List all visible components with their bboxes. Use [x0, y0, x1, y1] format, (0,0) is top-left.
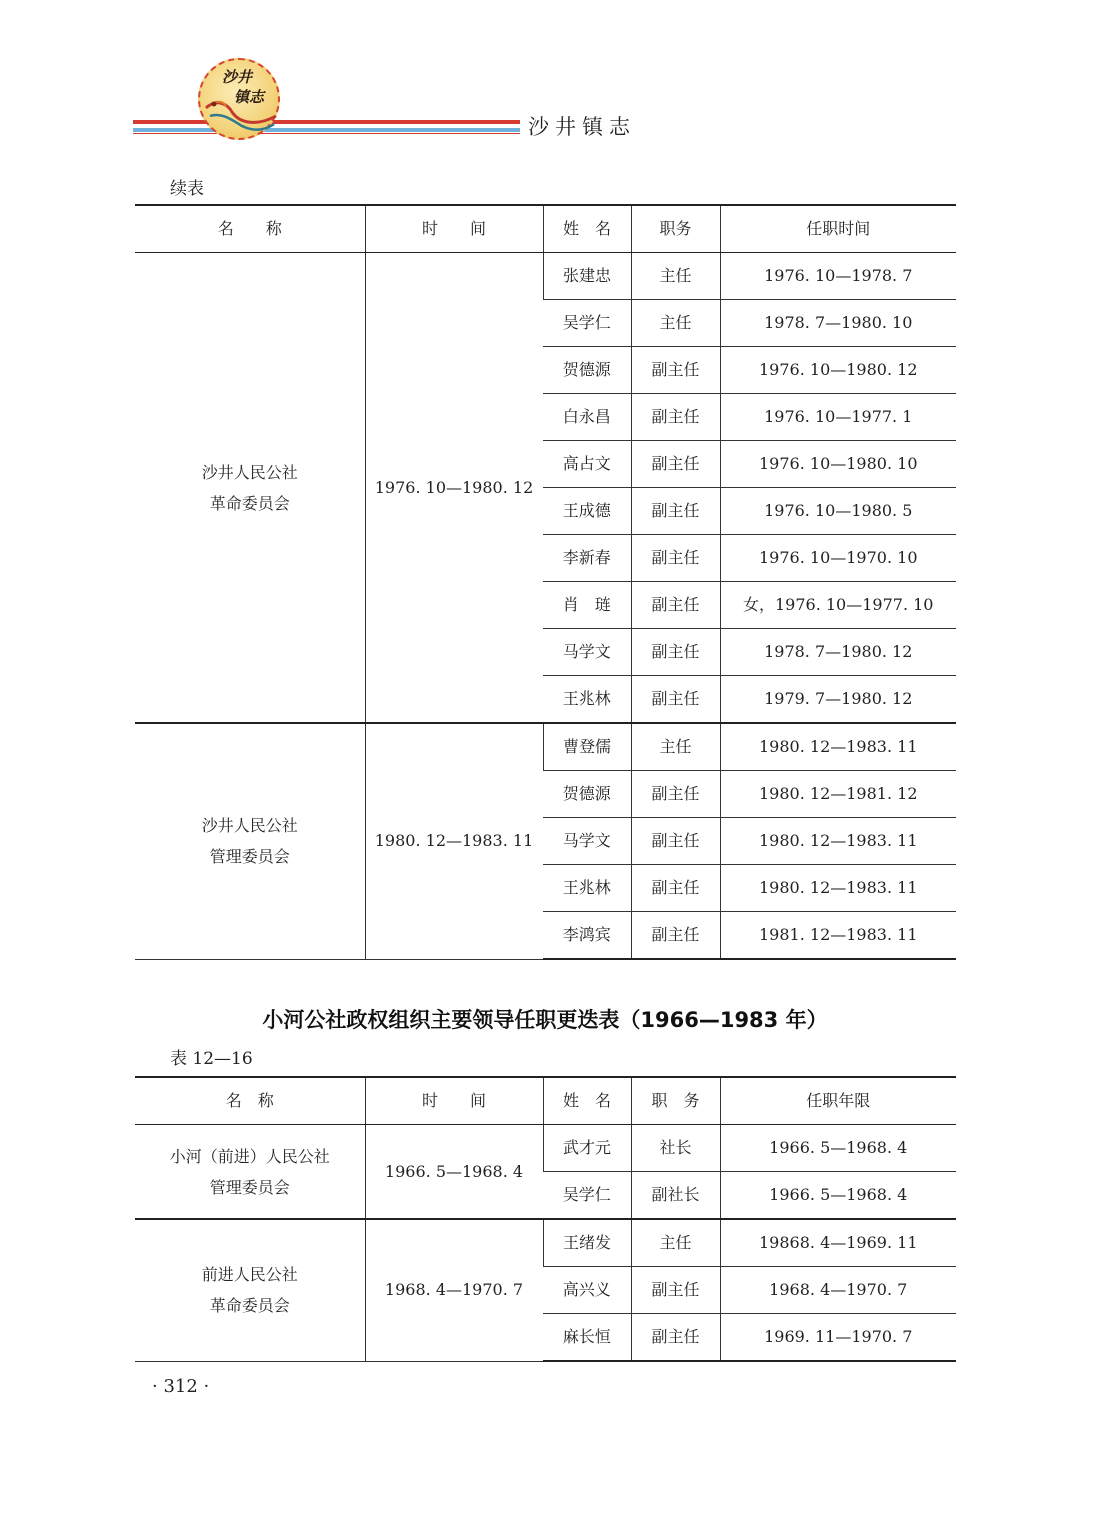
- person-role: 主任: [631, 253, 720, 300]
- person-role: 副主任: [631, 582, 720, 629]
- page-number: · 312 ·: [152, 1376, 210, 1397]
- column-header-person: 姓 名: [543, 1077, 631, 1125]
- person-name: 李新春: [543, 535, 631, 582]
- group-name-line1: 前进人民公社: [201, 1265, 298, 1285]
- person-name: 马学文: [543, 629, 631, 676]
- group-name-line2: 革命委员会: [209, 493, 290, 513]
- group-period-cell: 1976. 10—1980. 12: [365, 253, 543, 724]
- header-red-thin-rule: [133, 133, 520, 134]
- person-term: 1976. 10—1980. 12: [720, 347, 956, 394]
- table2-caption: 表 12—16: [170, 1049, 253, 1069]
- group-period-cell: 1968. 4—1970. 7: [365, 1219, 543, 1361]
- person-role: 副主任: [631, 1314, 720, 1362]
- table2-title: 小河公社政权组织主要领导任职更迭表（1966—1983 年）: [262, 1008, 828, 1032]
- person-role: 副主任: [631, 629, 720, 676]
- group-name-line1: 小河（前进）人民公社: [169, 1146, 330, 1166]
- person-role: 副主任: [631, 865, 720, 912]
- book-logo: [198, 58, 280, 140]
- person-term: 1981. 12—1983. 11: [720, 912, 956, 960]
- group-name-cell: [135, 723, 365, 959]
- person-role: 副主任: [631, 535, 720, 582]
- person-role: 副主任: [631, 347, 720, 394]
- person-role: 主任: [631, 300, 720, 347]
- person-term: 1968. 4—1970. 7: [720, 1267, 956, 1314]
- group-name-line1: 沙井人民公社: [201, 816, 298, 836]
- person-term: 19868. 4—1969. 11: [720, 1219, 956, 1267]
- table1-caption: 续表: [170, 179, 204, 199]
- person-name: 高占文: [543, 441, 631, 488]
- column-header-person: 姓 名: [543, 205, 631, 253]
- person-name: 高兴义: [543, 1267, 631, 1314]
- table1-header-row: [135, 205, 956, 253]
- person-term: 1969. 11—1970. 7: [720, 1314, 956, 1362]
- person-term: 1976. 10—1980. 10: [720, 441, 956, 488]
- person-role: 主任: [631, 1219, 720, 1267]
- header-blue-rule: [133, 128, 520, 132]
- person-role: 副主任: [631, 394, 720, 441]
- person-term: 1966. 5—1968. 4: [720, 1125, 956, 1172]
- person-role: 副主任: [631, 818, 720, 865]
- group-name-cell: [135, 253, 365, 724]
- person-term: 1976. 10—1980. 5: [720, 488, 956, 535]
- person-role: 主任: [631, 723, 720, 771]
- table2-header-row: [135, 1077, 956, 1125]
- table-row: [135, 1219, 956, 1267]
- person-name: 张建忠: [543, 253, 631, 300]
- group-period-cell: 1966. 5—1968. 4: [365, 1125, 543, 1220]
- person-name: 白永昌: [543, 394, 631, 441]
- person-term: 1976. 10—1977. 1: [720, 394, 956, 441]
- person-term: 1978. 7—1980. 12: [720, 629, 956, 676]
- group-name-cell: [135, 1219, 365, 1361]
- person-name: 贺德源: [543, 771, 631, 818]
- table-row: [135, 253, 956, 300]
- column-header-period: 时 间: [365, 1077, 543, 1125]
- group-name-line2: 管理委员会: [209, 1177, 290, 1197]
- book-title: 沙井镇志: [528, 115, 636, 139]
- person-name: 吴学仁: [543, 1172, 631, 1220]
- person-name: 王兆林: [543, 865, 631, 912]
- column-header-term: 任职年限: [720, 1077, 956, 1125]
- person-name: 麻长恒: [543, 1314, 631, 1362]
- person-term: 1979. 7—1980. 12: [720, 676, 956, 724]
- person-role: 社长: [631, 1125, 720, 1172]
- person-role: 副主任: [631, 771, 720, 818]
- person-term: 1976. 10—1970. 10: [720, 535, 956, 582]
- person-role: 副主任: [631, 676, 720, 724]
- person-name: 王绪发: [543, 1219, 631, 1267]
- column-header-role: 职务: [631, 205, 720, 253]
- person-name: 吴学仁: [543, 300, 631, 347]
- person-name: 曹登儒: [543, 723, 631, 771]
- table-row: [135, 723, 956, 771]
- person-name: 李鸿宾: [543, 912, 631, 960]
- column-header-period: 时 间: [365, 205, 543, 253]
- person-role: 副主任: [631, 1267, 720, 1314]
- header-red-rule: [133, 120, 520, 124]
- person-term: 女，1976. 10—1977. 10: [720, 582, 956, 629]
- table2: [135, 1076, 956, 1362]
- person-role: 副主任: [631, 441, 720, 488]
- person-name: 王兆林: [543, 676, 631, 724]
- person-role: 副社长: [631, 1172, 720, 1220]
- table-row: [135, 1125, 956, 1172]
- person-name: 武才元: [543, 1125, 631, 1172]
- logo-text-line2: 镇志: [234, 88, 265, 106]
- person-name: 肖 琏: [543, 582, 631, 629]
- column-header-name: 名 称: [135, 205, 365, 253]
- person-name: 王成德: [543, 488, 631, 535]
- table1: [135, 204, 956, 960]
- group-period-cell: 1980. 12—1983. 11: [365, 723, 543, 959]
- person-name: 贺德源: [543, 347, 631, 394]
- person-term: 1976. 10—1978. 7: [720, 253, 956, 300]
- group-name-line1: 沙井人民公社: [201, 462, 298, 482]
- group-name-line2: 革命委员会: [209, 1296, 290, 1316]
- person-term: 1978. 7—1980. 10: [720, 300, 956, 347]
- logo-text-line1: 沙井: [222, 68, 253, 86]
- column-header-name: 名 称: [135, 1077, 365, 1125]
- person-role: 副主任: [631, 912, 720, 960]
- group-name-cell: [135, 1125, 365, 1220]
- group-name-line2: 管理委员会: [209, 847, 290, 867]
- person-term: 1980. 12—1983. 11: [720, 723, 956, 771]
- person-name: 马学文: [543, 818, 631, 865]
- person-term: 1980. 12—1983. 11: [720, 818, 956, 865]
- person-term: 1980. 12—1981. 12: [720, 771, 956, 818]
- person-role: 副主任: [631, 488, 720, 535]
- column-header-role: 职 务: [631, 1077, 720, 1125]
- person-term: 1980. 12—1983. 11: [720, 865, 956, 912]
- person-term: 1966. 5—1968. 4: [720, 1172, 956, 1220]
- column-header-term: 任职时间: [720, 205, 956, 253]
